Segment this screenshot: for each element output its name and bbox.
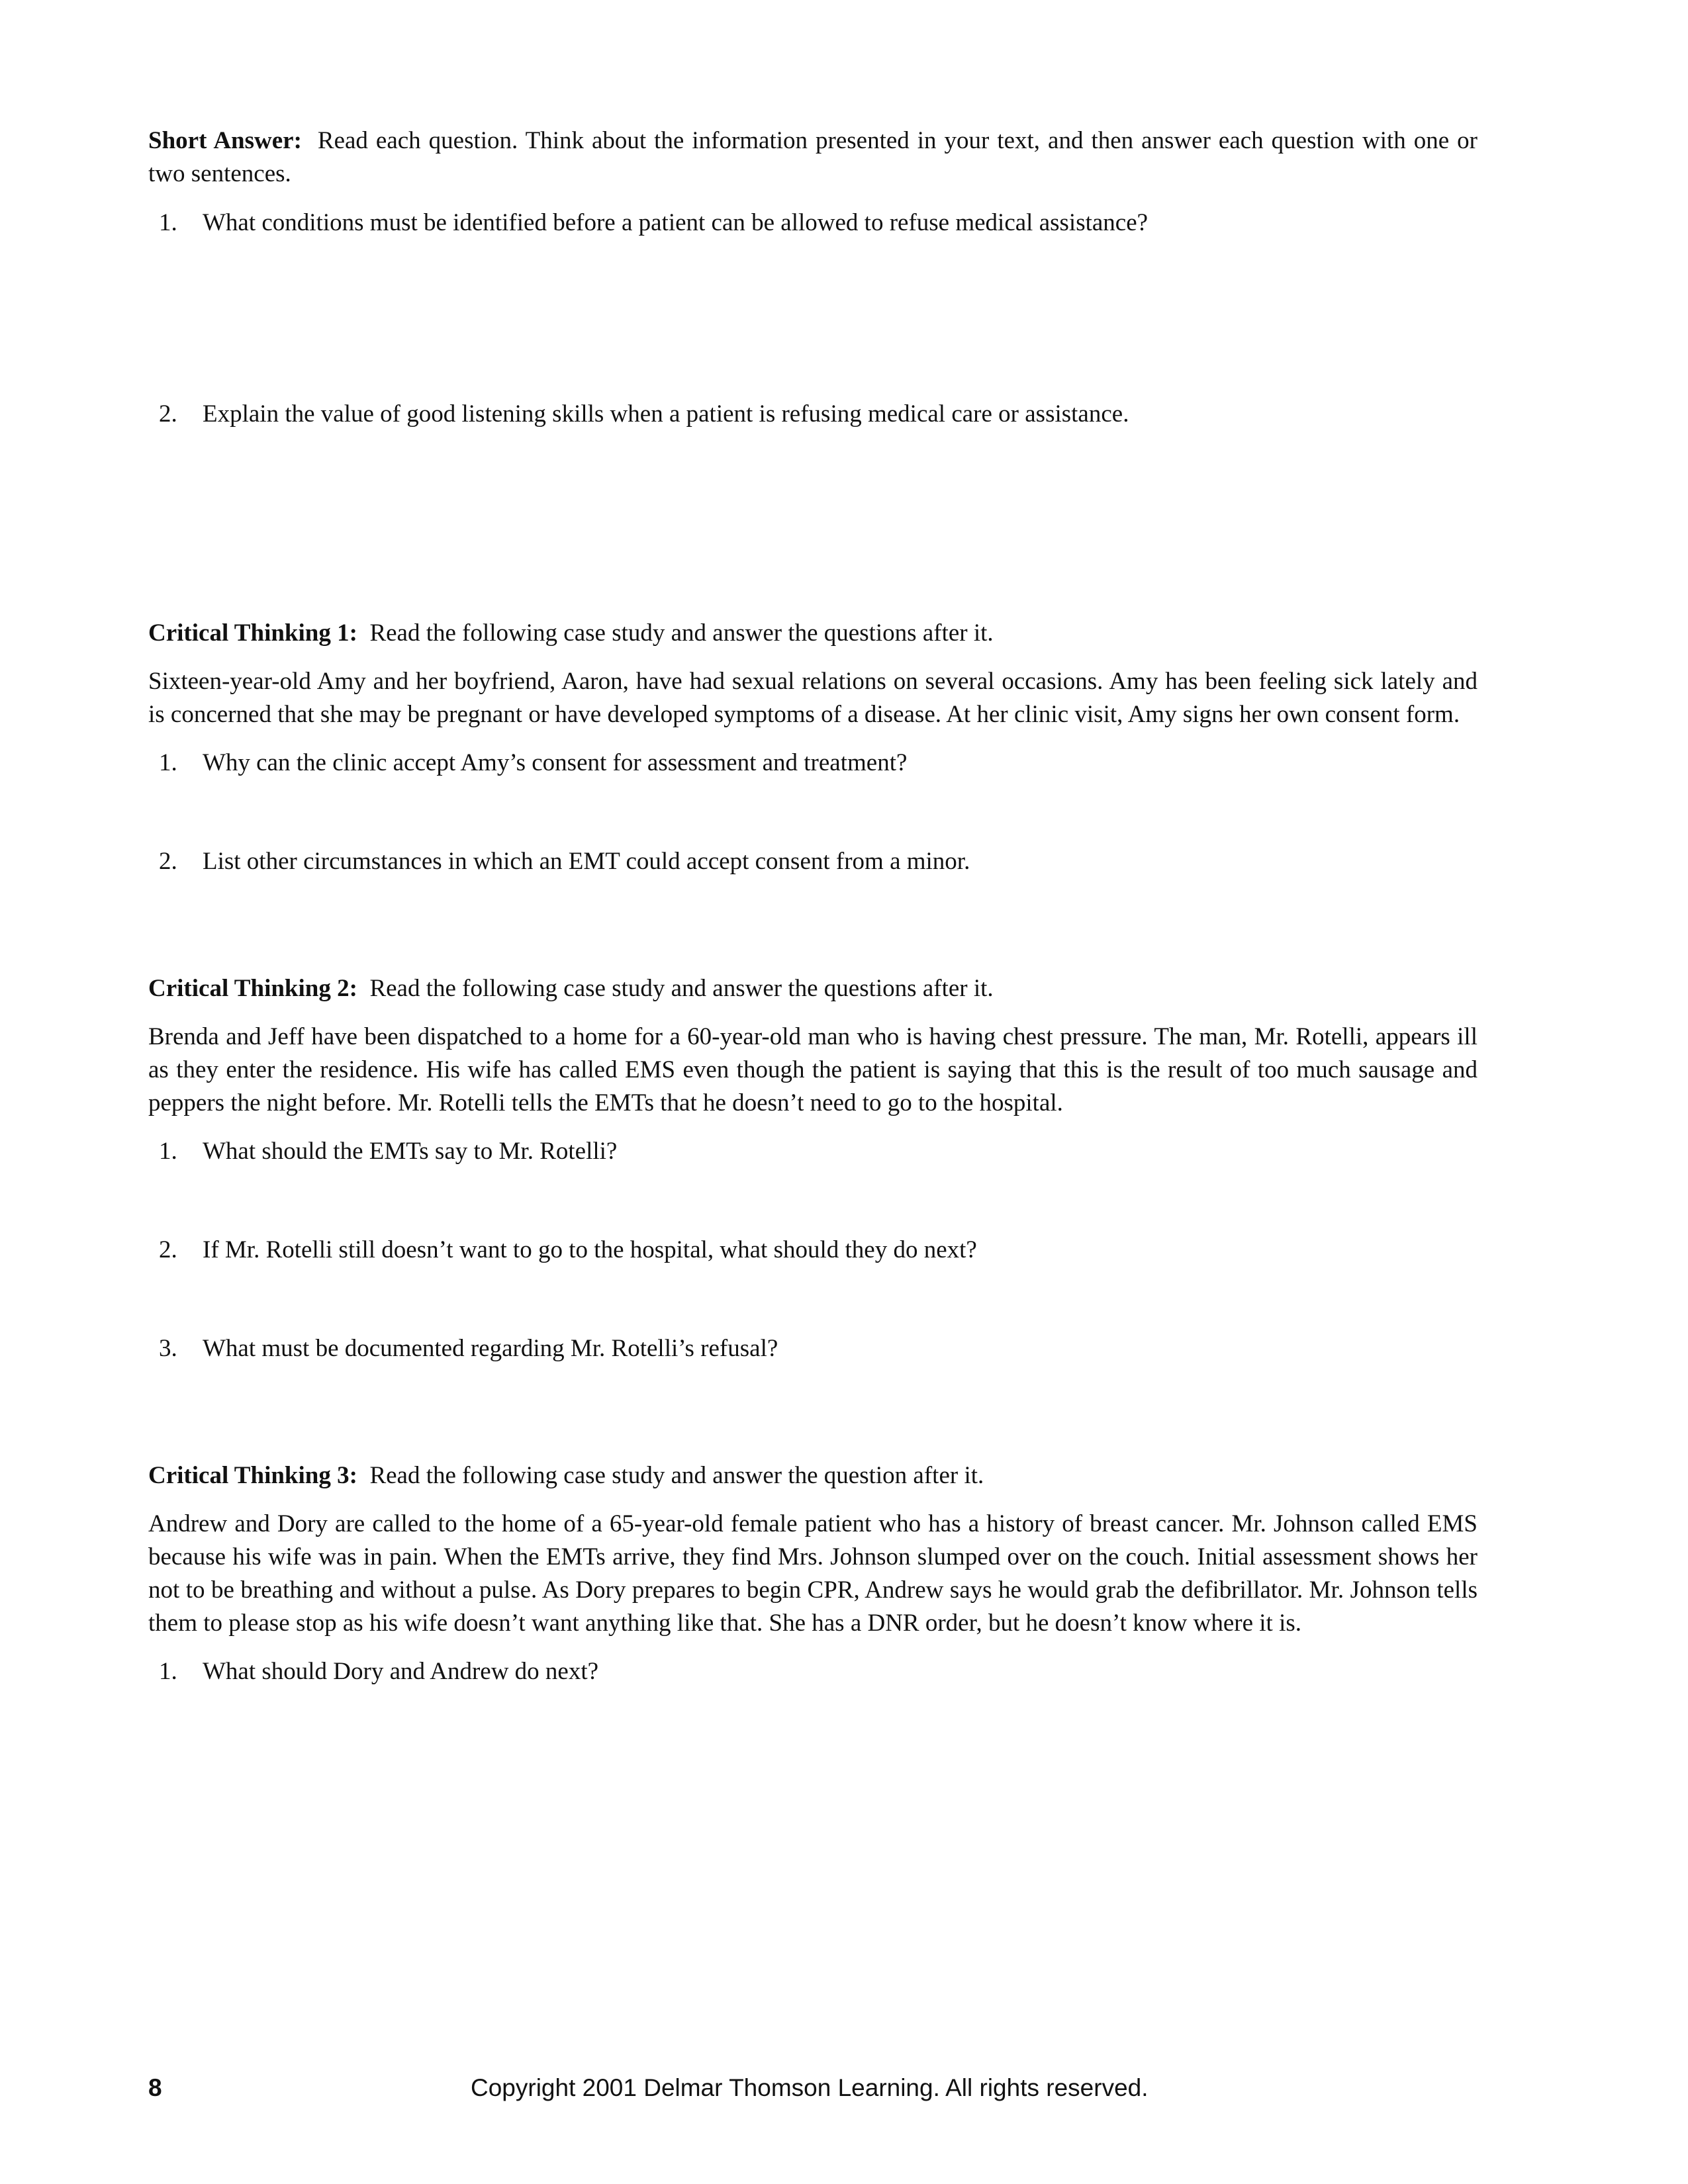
section-heading: Short Answer: [148,127,302,154]
question-number: 1. [159,1658,177,1685]
critical-thinking-3-intro [148,1459,1477,1492]
section-instructions: Read the following case study and answer the questions after it. [369,975,994,1002]
question-item [148,1332,1477,1365]
question-text: What should Dory and Andrew do next? [203,1658,599,1685]
question-number: 1. [159,209,177,236]
question-item [148,1655,1477,1688]
question-text: Why can the clinic accept Amy’s consent for assessment and treatment? [203,749,908,776]
question-text: If Mr. Rotelli still doesn’t want to go to the hospital, what should they do next? [203,1236,977,1263]
question-item [148,1234,1477,1267]
question-item [148,206,1477,240]
section-instructions: Read the following case study and answer the question after it. [369,1462,984,1489]
question-item [148,398,1477,431]
question-number: 3. [159,1335,177,1362]
question-number: 2. [159,400,177,428]
question-number: 2. [159,848,177,875]
question-text: Explain the value of good listening skills when a patient is refusing medical care or assistance. [203,400,1129,428]
section-heading: Critical Thinking 2: [148,975,357,1002]
question-item [148,845,1477,878]
copyright-notice: Copyright 2001 Delmar Thomson Learning. All rights reserved. [471,2074,1149,2101]
section-heading: Critical Thinking 1: [148,619,357,647]
question-text: List other circumstances in which an EMT could accept consent from a minor. [203,848,970,875]
critical-thinking-1-intro [148,617,1477,650]
case-study-text: Sixteen-year-old Amy and her boyfriend, Aaron, have had sexual relations on several occasions. Amy has been feeling sick lately and is concerned that she may be pregnant or have developed symptoms of a disease. At her clinic visit, Amy signs her own consent form. [148,668,1477,728]
question-item [148,747,1477,780]
section-instructions: Read each question. Think about the information presented in your text, and then answer each question with one or two sentences. [148,127,1478,187]
case-study-text: Andrew and Dory are called to the home of a 65-year-old female patient who has a history of breast cancer. Mr. Johnson called EMS because his wife was in pain. When the EMTs arrive, they find Mrs. Johnson slumped over on the couch. Initial assessment shows her not to be breathing and without a pulse. As Dory prepares to begin CPR, Andrew says he would grab the defibrillator. Mr. Johnson tells them to please stop as his wife doesn’t want anything like that. She has a DNR order, but he doesn’t know where it is. [148,1510,1477,1637]
worksheet-page [148,124,1477,1688]
question-text: What conditions must be identified before a patient can be allowed to refuse medical assistance? [203,209,1149,236]
question-text: What must be documented regarding Mr. Rotelli’s refusal? [203,1335,778,1362]
question-number: 2. [159,1236,177,1263]
case-study-text: Brenda and Jeff have been dispatched to a home for a 60-year-old man who is having chest pressure. The man, Mr. Rotelli, appears ill as they enter the residence. His wife has called EMS even though the patient is saying that this is the result of too much sausage and peppers the night before. Mr. Rotelli tells the EMTs that he doesn’t need to go to the hospital. [148,1023,1477,1116]
page-footer [148,2071,1477,2105]
question-item [148,1135,1477,1168]
question-text: What should the EMTs say to Mr. Rotelli? [203,1138,618,1165]
question-number: 1. [159,1138,177,1165]
question-number: 1. [159,749,177,776]
section-instructions: Read the following case study and answer the questions after it. [369,619,994,647]
page-number: 8 [148,2074,162,2101]
short-answer-intro [148,124,1477,191]
section-heading: Critical Thinking 3: [148,1462,357,1489]
critical-thinking-2-intro [148,972,1477,1005]
